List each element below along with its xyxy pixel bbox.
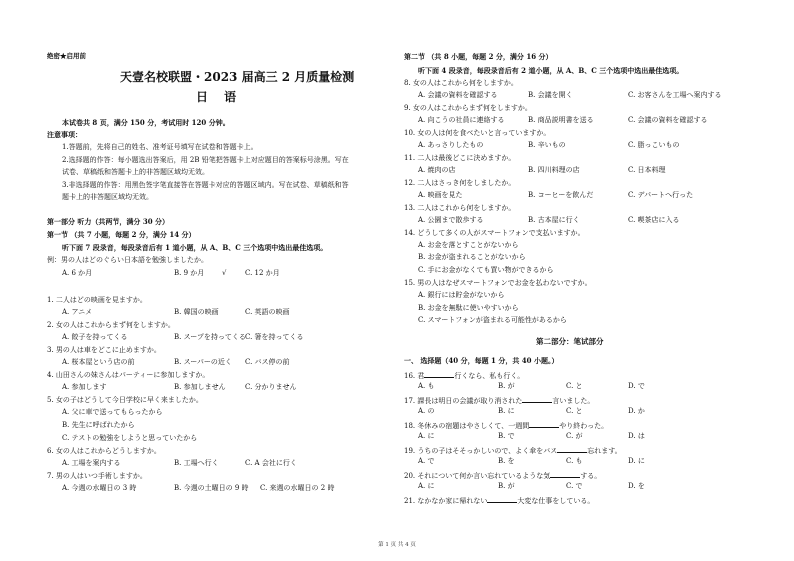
- option: A. 向こうの社員に連絡する: [418, 116, 505, 124]
- written-question: [404, 470, 601, 481]
- example-option: B. 9 か月: [174, 269, 205, 277]
- answer-blank: [557, 445, 587, 453]
- option: A. お金を落とすことがないから: [418, 241, 519, 249]
- option: D. を: [628, 482, 645, 490]
- option: B. お金が盗まれることがないから: [418, 253, 526, 261]
- option: C. A 会社に行く: [245, 459, 297, 467]
- question: 12. 二人はさっき何をしましたか。: [404, 179, 516, 187]
- answer-blank: [550, 470, 580, 478]
- option: A. 工場を案内する: [62, 459, 121, 467]
- option: A. の: [418, 407, 435, 415]
- answer-blank: [529, 420, 559, 428]
- option: A. アニメ: [62, 308, 93, 316]
- option: C. 英語の映画: [245, 308, 290, 316]
- option: B. お金を無駄に使いやすいから: [418, 304, 519, 312]
- option: C. と: [566, 407, 583, 415]
- option: A. 公園まで散歩する: [418, 216, 484, 224]
- section2-instructions: 听下面 4 段录音，每段录音后有 2 道小题，从 A、B、C 三个选项中选出最佳选项。: [418, 66, 684, 75]
- option: A. 映画を見た: [418, 191, 463, 199]
- note-line: 试卷、草稿纸和答题卡上的非答题区域均无效。: [62, 168, 209, 176]
- option: C. で: [566, 482, 583, 490]
- option: B. 今週の土曜日の 9 時: [174, 484, 249, 492]
- question: 3. 男の人は車をどこに止めますか。: [47, 346, 161, 354]
- question: 11. 二人は最後どこに決めますか。: [404, 154, 516, 162]
- option: A. 桜本屋という店の前: [62, 358, 135, 366]
- option: B. を: [498, 457, 515, 465]
- option: A. 焼肉の店: [418, 166, 456, 174]
- question: 14. どうして多くの人がスマートフォンで支払いますか。: [404, 229, 585, 237]
- option: C. が: [566, 432, 583, 440]
- option: B. 参加しません: [174, 383, 226, 391]
- option: C. デパートへ行った: [628, 191, 694, 199]
- option: C. お客さんを工場へ案内する: [628, 91, 722, 99]
- option: B. 古本屋に行く: [528, 216, 580, 224]
- question-text: 19. うちの子はそそっかしいので、よく傘をバス: [404, 447, 558, 455]
- notes-heading: 注意事项：: [47, 130, 82, 139]
- exam-info: 本试卷共 8 页，满分 150 分，考试用时 120 分钟。: [62, 118, 230, 127]
- question-text: 20. それについて何か言い忘れているような気: [404, 472, 551, 480]
- exam-title: 天壹名校联盟・2023 届高三 2 月质量检测: [120, 70, 355, 84]
- option: C. と: [566, 382, 583, 390]
- section1-heading: 第一节 （共 7 小题，每题 2 分，满分 14 分）: [47, 230, 196, 239]
- answer-blank: [424, 370, 454, 378]
- example-option: A. 6 か月: [62, 269, 93, 277]
- option: B. 韓国の映画: [174, 308, 219, 316]
- question-text: 18. 冬休みの宿題はやさしくて、一週間: [404, 422, 530, 430]
- option: B. コーヒーを飲んだ: [528, 191, 594, 199]
- option: B. 工場へ行く: [174, 459, 219, 467]
- page-footer: 第 1 页 共 4 页: [378, 542, 416, 548]
- option: C. 手にお金がなくても買い物ができるから: [418, 266, 554, 274]
- choice-section-heading: 一、 选择题（40 分，每题 1 分，共 40 小题。）: [404, 356, 559, 365]
- note-line: 1.答题前，先将自己的姓名、准考证号填写在试卷和答题卡上。: [62, 143, 258, 151]
- question: 2. 女の人はこれからまず何をしますか。: [47, 321, 175, 329]
- answer-blank: [487, 495, 517, 503]
- option: B. 四川料理の店: [528, 166, 580, 174]
- option: C. 喫茶店に入る: [628, 216, 680, 224]
- option: B. スープを持ってくる: [174, 333, 246, 341]
- option: A. も: [418, 382, 435, 390]
- option: C. 脂っこいもの: [628, 141, 680, 149]
- question-text: 言いました。: [552, 397, 595, 405]
- question: 10. 女の人は何を食べたいと言っていますか。: [404, 129, 551, 137]
- option: B. に: [498, 407, 515, 415]
- option: C. 箸を持ってくる: [245, 333, 304, 341]
- written-question: [404, 395, 594, 406]
- question-text: 忘れます。: [587, 447, 622, 455]
- option: C. バス停の前: [245, 358, 290, 366]
- option: C. 会議の資料を確認する: [628, 116, 708, 124]
- option: D. か: [628, 407, 645, 415]
- option: A. 参加します: [62, 383, 107, 391]
- option: A. に: [418, 482, 435, 490]
- example-question: 例：男の人はどのぐらい日本語を勉強しましたか。: [47, 256, 208, 264]
- option: A. に: [418, 432, 435, 440]
- option: C. 分かりません: [245, 383, 297, 391]
- written-question: [404, 445, 622, 456]
- option: A. で: [418, 457, 435, 465]
- option: C. も: [566, 457, 583, 465]
- option: A. 今週の水曜日の 3 時: [62, 484, 137, 492]
- question: 15. 男の人はなぜスマートフォンでお金を払わないですか。: [404, 279, 592, 287]
- subject-title: 日 语: [196, 90, 243, 104]
- option: B. で: [498, 432, 515, 440]
- option: A. 銀行には貯金がないから: [418, 291, 505, 299]
- answer-blank: [522, 395, 552, 403]
- part2-heading: 第二部分：笔试部分: [536, 337, 604, 346]
- option: C. スマートフォンが盗まれる可能性があるから: [418, 316, 567, 324]
- option: B. 先生に呼ばれたから: [62, 421, 135, 429]
- option: D. に: [628, 457, 645, 465]
- question: 8. 女の人はこれから何をしますか。: [404, 79, 518, 87]
- note-line: 题卡上的非答题区域均无效。: [62, 193, 153, 201]
- written-question: [404, 420, 608, 431]
- option: A. あっさりしたもの: [418, 141, 484, 149]
- example-check-mark: √: [222, 269, 227, 277]
- option: B. 辛いもの: [528, 141, 566, 149]
- option: B. 会議を開く: [528, 91, 573, 99]
- option: A. 餃子を持ってくる: [62, 333, 128, 341]
- written-question: [404, 495, 594, 506]
- option: D. は: [628, 432, 645, 440]
- section1-instructions: 听下面 7 段录音，每段录音后有 1 道小题，从 A、B、C 三个选项中选出最佳选项。: [62, 243, 328, 252]
- option: B. が: [498, 482, 515, 490]
- question-text: 17. 課長は明日の会議が取り消された: [404, 397, 523, 405]
- option: C. テストの勉強をしようと思っていたから: [62, 434, 198, 442]
- option: B. が: [498, 382, 515, 390]
- question-text: する。: [580, 472, 602, 480]
- question-text: 16. 君: [404, 372, 425, 380]
- question-text: 行くなら、私も行く。: [454, 372, 525, 380]
- question-text: やり終わった。: [559, 422, 609, 430]
- option: C. 来週の水曜日の 2 時: [260, 484, 335, 492]
- example-option: C. 12 か月: [245, 269, 280, 277]
- note-line: 3.非选择题的作答：用黑色签字笔直接答在答题卡对应的答题区域内。写在试卷、草稿纸和答: [62, 181, 349, 189]
- question: 13. 二人はこれから何をしますか。: [404, 204, 516, 212]
- question: 7. 男の人はいつ手術しますか。: [47, 472, 147, 480]
- note-line: 2.选择题的作答：每小题选出答案后，用 2B 铅笔把答题卡上对应题目的答案标号涂黑。写在: [62, 156, 349, 164]
- option: B. 商品説明書を送る: [528, 116, 594, 124]
- question: 1. 二人はどの映画を見ますか。: [47, 296, 147, 304]
- question: 6. 女の人はこれからどうしますか。: [47, 447, 161, 455]
- question: 5. 女の子はどうして今日学校に早く来ましたか。: [47, 396, 203, 404]
- secret-label: 绝密★启用前: [47, 52, 86, 60]
- part1-heading: 第一部分 听力（共两节，满分 30 分）: [47, 217, 170, 226]
- option: A. 父に車で送ってもらったから: [62, 408, 163, 416]
- question: 9. 女の人はこれからまず何をしますか。: [404, 104, 532, 112]
- section2-heading: 第二节 （共 8 小题，每题 2 分，满分 16 分）: [404, 52, 553, 61]
- option: A. 会議の資料を確認する: [418, 91, 498, 99]
- written-question: [404, 370, 524, 381]
- option: D. で: [628, 382, 645, 390]
- option: B. スーパーの近く: [174, 358, 232, 366]
- question: 4. 山田さんの妹さんはパーティーに参加しますか。: [47, 371, 210, 379]
- option: C. 日本料理: [628, 166, 666, 174]
- question-text: 21. なかなか家に帰れない: [404, 497, 488, 505]
- question-text: 大変な仕事をしている。: [517, 497, 595, 505]
